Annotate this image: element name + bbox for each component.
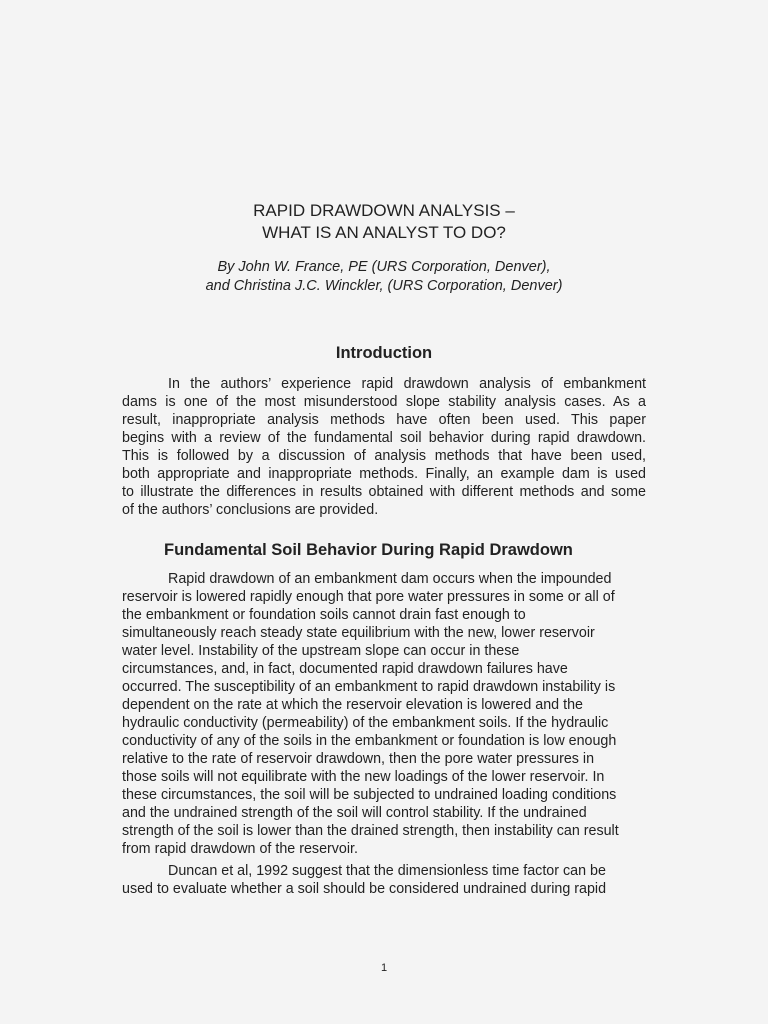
introduction-heading: Introduction — [335, 344, 433, 362]
paragraph-line: reservoir is lowered rapidly enough that pore water pressures in some or all of — [122, 589, 615, 605]
paragraph-line: of the authors’ conclusions are provided. — [122, 502, 379, 518]
paragraph-line: begins with a review of the fundamental soil behavior during rapid drawdown. — [122, 430, 646, 446]
paragraph-line: the embankment or foundation soils cannot drain fast enough to — [122, 607, 526, 623]
paragraph-line: to illustrate the differences in results obtained with different methods and some — [122, 484, 646, 500]
paragraph-line: both appropriate and inappropriate methods. Finally, an example dam is used — [122, 466, 646, 482]
paragraph-line: dams is one of the most misunderstood slope stability analysis cases. As a — [122, 394, 646, 410]
introduction-paragraph — [122, 375, 646, 519]
paragraph-line: In the authors’ experience rapid drawdown analysis of embankment — [168, 376, 646, 392]
title-line-2: WHAT IS AN ANALYST TO DO? — [262, 223, 506, 242]
author-byline — [0, 258, 768, 296]
section-paragraph-1 — [122, 570, 646, 858]
paragraph-line: those soils will not equilibrate with the new loadings of the lower reservoir. In — [122, 769, 605, 785]
page-number: 1 — [380, 962, 388, 974]
paragraph-line: used to evaluate whether a soil should be considered undrained during rapid — [122, 881, 607, 897]
paragraph-line: relative to the rate of reservoir drawdown, then the pore water pressures in — [122, 751, 595, 767]
paragraph-line: dependent on the rate at which the reservoir elevation is lowered and the — [122, 697, 583, 713]
paragraph-line: occurred. The susceptibility of an embankment to rapid drawdown instability is — [122, 679, 616, 695]
paragraph-line: water level. Instability of the upstream slope can occur in these — [122, 643, 520, 659]
paragraph-line: circumstances, and, in fact, documented rapid drawdown failures have — [122, 661, 568, 677]
paragraph-line: conductivity of any of the soils in the embankment or foundation is low enough — [122, 733, 617, 749]
section-heading: Fundamental Soil Behavior During Rapid Drawdown — [164, 541, 573, 559]
paragraph-line: strength of the soil is lower than the drained strength, then instability can result — [122, 823, 619, 839]
paragraph-line: from rapid drawdown of the reservoir. — [122, 841, 359, 857]
paragraph-line: This is followed by a discussion of analysis methods that have been used, — [122, 448, 646, 464]
authors-line-2: and Christina J.C. Winckler, (URS Corporation, Denver) — [205, 278, 563, 294]
paragraph-line: Rapid drawdown of an embankment dam occurs when the impounded — [168, 571, 612, 587]
paper-title — [0, 200, 768, 244]
paragraph-line: hydraulic conductivity (permeability) of the embankment soils. If the hydraulic — [122, 715, 609, 731]
paragraph-line: and the undrained strength of the soil will control stability. If the undrained — [122, 805, 587, 821]
section-paragraph-2 — [122, 862, 646, 898]
authors-line-1: By John W. France, PE (URS Corporation, Denver), — [217, 259, 551, 275]
title-line-1: RAPID DRAWDOWN ANALYSIS – — [253, 201, 515, 220]
paragraph-line: simultaneously reach steady state equilibrium with the new, lower reservoir — [122, 625, 595, 641]
paragraph-line: result, inappropriate analysis methods have often been used. This paper — [122, 412, 646, 428]
paragraph-line: these circumstances, the soil will be subjected to undrained loading conditions — [122, 787, 617, 803]
paragraph-line: Duncan et al, 1992 suggest that the dimensionless time factor can be — [168, 863, 606, 879]
